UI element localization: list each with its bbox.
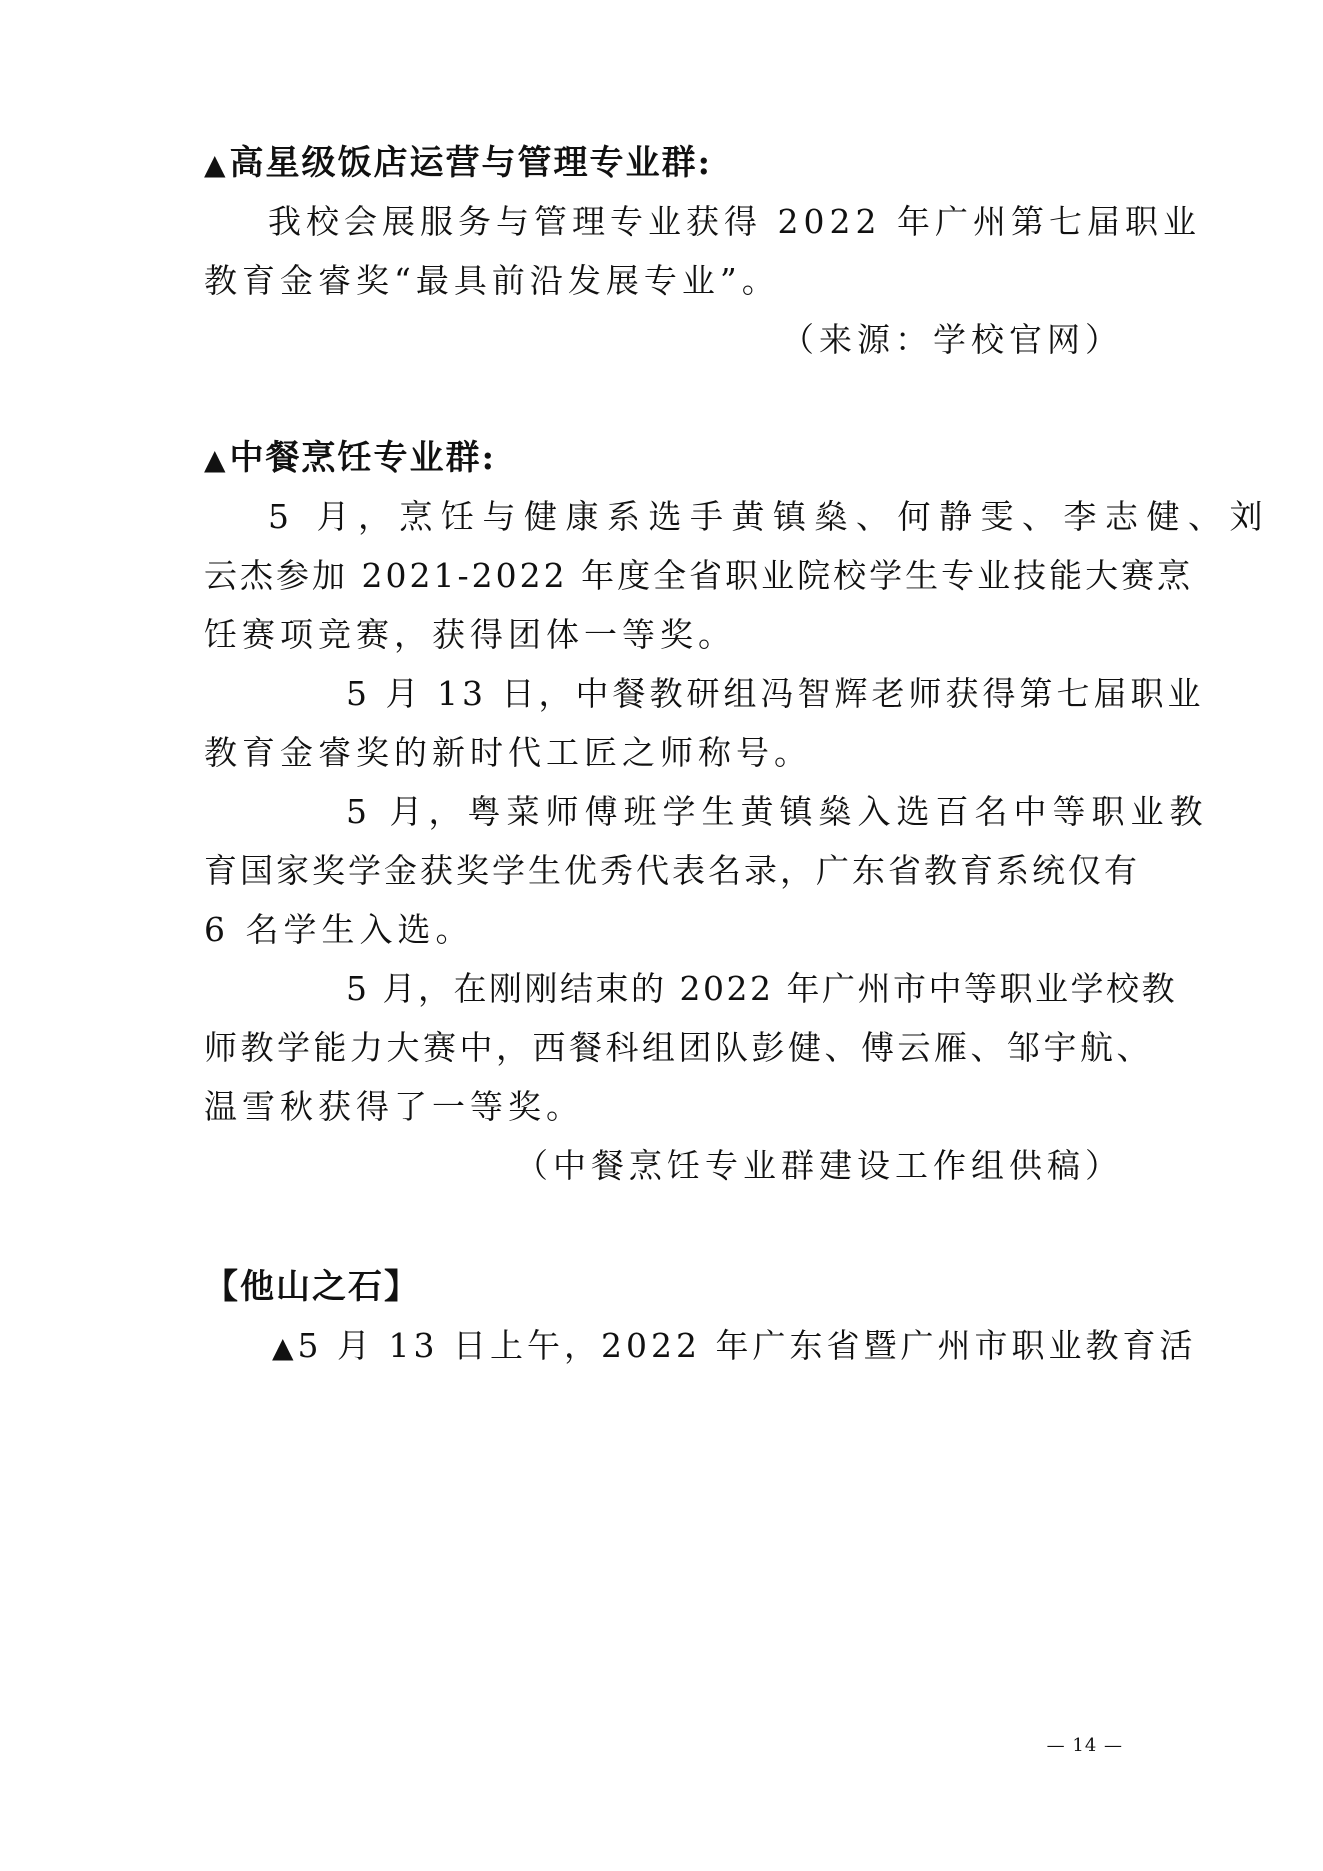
triangle-marker-icon: ▲ xyxy=(272,1331,298,1364)
triangle-marker-icon: ▲ xyxy=(204,148,228,181)
body-line: 师教学能力大赛中，西餐科组团队彭健、傅云雁、邹宇航、 xyxy=(204,1028,1153,1067)
triangle-marker-icon: ▲ xyxy=(204,443,228,476)
body-line: 教育金睿奖的新时代工匠之师称号。 xyxy=(204,733,812,772)
body-line: 云杰参加 2021-2022 年度全省职业院校学生专业技能大赛烹 xyxy=(204,556,1194,595)
body-line: 教育金睿奖“最具前沿发展专业”。 xyxy=(204,261,780,300)
body-line-text: 5 月 13 日上午，2022 年广东省暨广州市职业教育活 xyxy=(297,1326,1197,1365)
body-line: 5 月，粤菜师傅班学生黄镇燊入选百名中等职业教 xyxy=(346,792,1209,831)
section-heading-cuisine xyxy=(204,438,497,478)
body-line: 5 月，在刚刚结束的 2022 年广州市中等职业学校教 xyxy=(346,969,1177,1008)
section-heading-hotel xyxy=(204,143,713,183)
source-note: （中餐烹饪专业群建设工作组供稿） xyxy=(515,1146,1123,1185)
source-note: （来源：学校官网） xyxy=(781,320,1123,359)
body-line: 饪赛项竞赛，获得团体一等奖。 xyxy=(204,615,736,654)
heading-text: 高星级饭店运营与管理专业群: xyxy=(229,143,713,183)
page-number: — 14 — xyxy=(1046,1735,1123,1756)
body-line: 温雪秋获得了一等奖。 xyxy=(204,1087,584,1126)
section-heading-other-mountain: 【他山之石】 xyxy=(204,1267,420,1307)
heading-text: 中餐烹饪专业群: xyxy=(229,438,497,478)
body-line: 5 月 13 日，中餐教研组冯智辉老师获得第七届职业 xyxy=(346,674,1205,713)
body-line: 6 名学生入选。 xyxy=(204,910,474,949)
body-line: 育国家奖学金获奖学生优秀代表名录，广东省教育系统仅有 xyxy=(204,851,1140,890)
body-line: 5 月，烹饪与健康系选手黄镇燊、何静雯、李志健、刘 xyxy=(268,497,1271,536)
body-line xyxy=(272,1326,1197,1365)
body-line: 我校会展服务与管理专业获得 2022 年广州第七届职业 xyxy=(268,202,1201,241)
